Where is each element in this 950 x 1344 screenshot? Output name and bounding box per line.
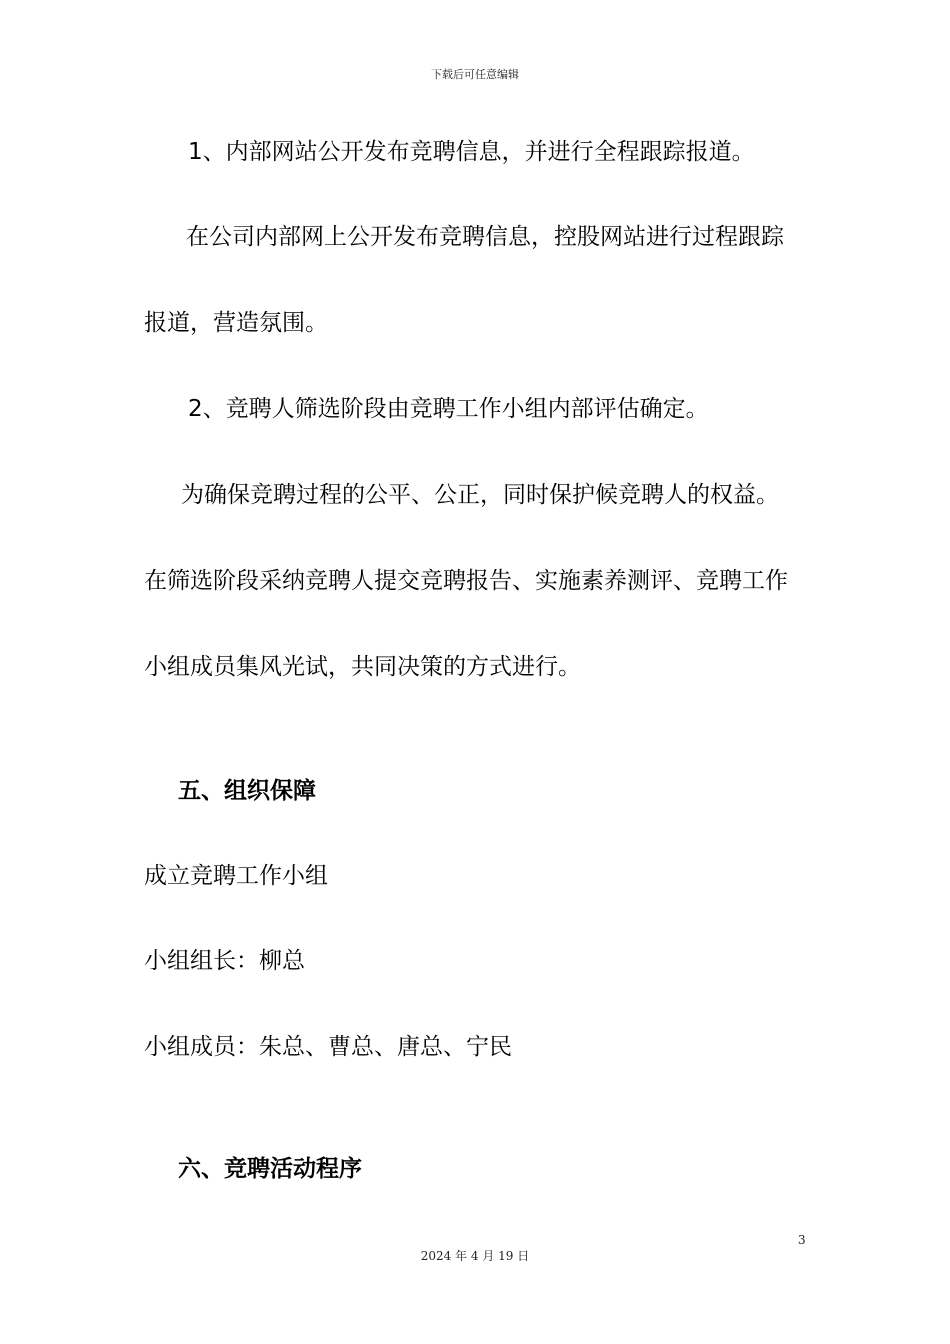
footer-date: 2024 年 4 月 19 日 [420, 1249, 530, 1263]
paragraph-2-line-1: 在公司内部网上公开发布竞聘信息，控股网站进行过程跟踪 [186, 224, 784, 250]
paragraph-4-line-3: 小组成员集风光试，共同决策的方式进行。 [144, 654, 581, 680]
paragraph-4-line-1: 为确保竞聘过程的公平、公正，同时保护候竞聘人的权益。 [181, 482, 779, 508]
section-5-line-2: 小组组长：柳总 [144, 948, 305, 974]
section-5-line-3: 小组成员：朱总、曹总、唐总、宁民 [144, 1034, 512, 1060]
paragraph-3: 2、竞聘人筛选阶段由竞聘工作小组内部评估确定。 [188, 396, 709, 422]
paragraph-4-line-2: 在筛选阶段采纳竞聘人提交竞聘报告、实施素养测评、竞聘工作 [144, 568, 788, 594]
section-5-line-1: 成立竞聘工作小组 [144, 863, 328, 889]
paragraph-1: 1、内部网站公开发布竞聘信息，并进行全程跟踪报道。 [188, 139, 755, 165]
section-5-heading: 五、组织保障 [178, 778, 316, 804]
paragraph-2-line-2: 报道，营造氛围。 [144, 310, 328, 336]
page-number: 3 [798, 1233, 806, 1247]
page-header: 下载后可任意编辑 [431, 68, 519, 81]
section-6-heading: 六、竞聘活动程序 [178, 1156, 362, 1182]
